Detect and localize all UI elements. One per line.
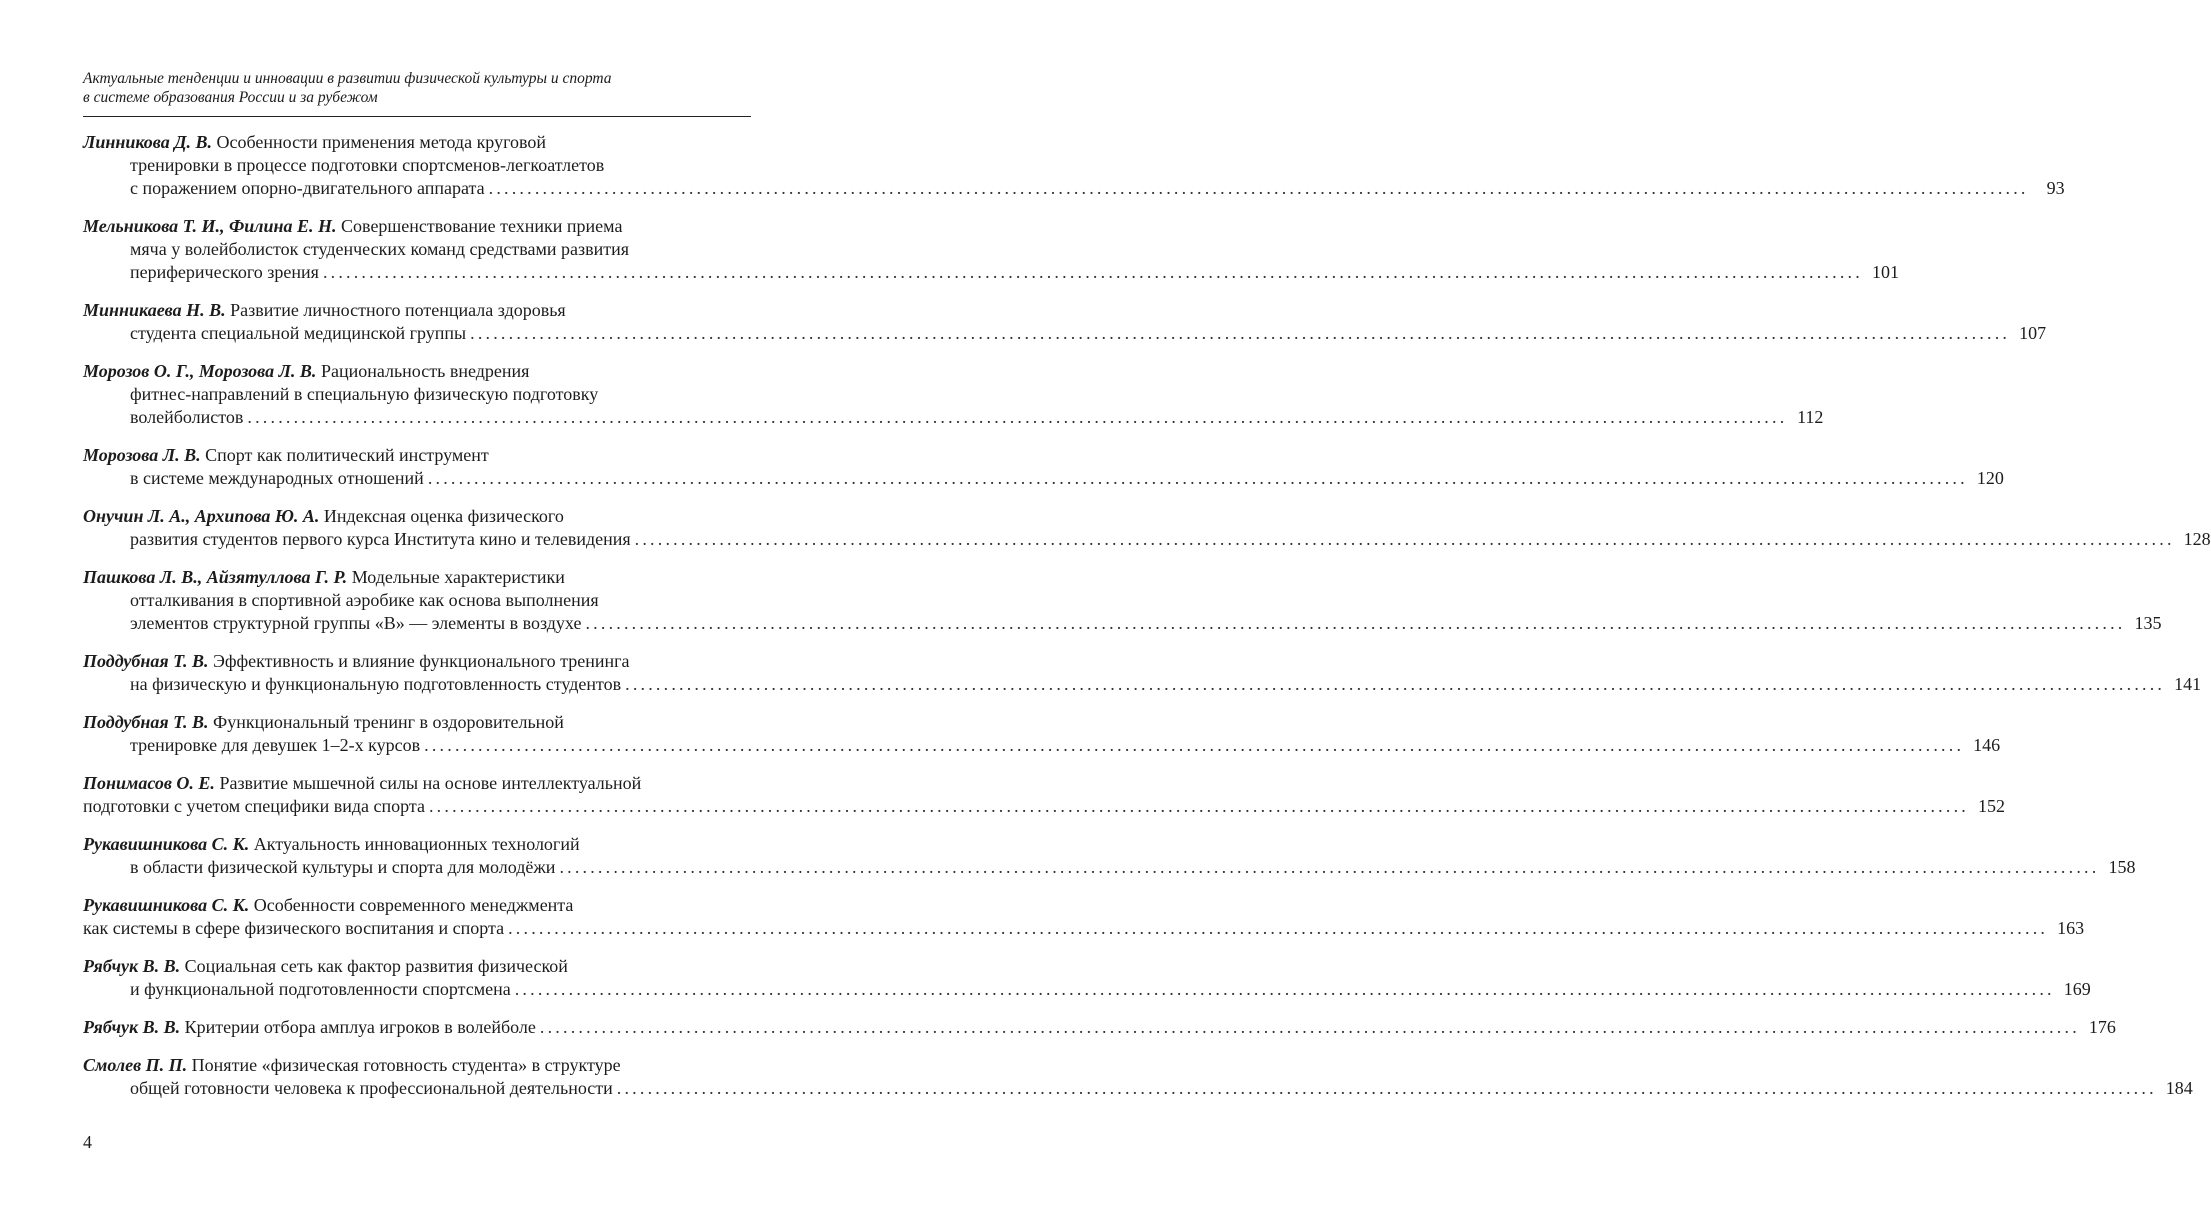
toc-entry-author: Морозов О. Г., Морозова Л. В. (83, 361, 317, 381)
toc-entry-title-line: Спорт как политический инструмент (205, 445, 489, 465)
toc-entry-title-line: общей готовности человека к профессиональной деятельности (130, 1078, 613, 1098)
toc-entry-title-line: тренировки в процессе подготовки спортсменов-легкоатлетов (130, 155, 605, 175)
toc-entry-author: Линникова Д. В. (83, 132, 213, 152)
toc-entry-title-line: Функциональный тренинг в оздоровительной (213, 712, 564, 732)
toc-entry-title-line: и функциональной подготовленности спортсмена (130, 979, 511, 999)
toc-entry-author: Морозова Л. В. (83, 445, 201, 465)
toc-entry-title-line: Индексная оценка физического (323, 506, 564, 526)
toc-entry-title-line: в области физической культуры и спорта для молодёжи (130, 857, 556, 877)
toc-entry-title-line: на физическую и функциональную подготовленность студентов (130, 674, 622, 694)
toc-entry-page: 163 (2057, 918, 2085, 938)
leader-dots: ........................................................................................................................................................................................................ (470, 323, 2011, 343)
toc-entry[interactable] (83, 1054, 2193, 1100)
toc-entry-title-line: Модельные характеристики (351, 567, 565, 587)
leader-dots: ........................................................................................................................................................................................................ (428, 796, 1969, 816)
toc-entry-title-line: Актуальность инновационных технологий (253, 834, 580, 854)
toc-entry-title-line: Социальная сеть как фактор развития физической (184, 956, 568, 976)
toc-entry-author: Рукавишникова С. К. (83, 895, 250, 915)
toc-entry-title: Критерии отбора амплуа игроков в волейболе (184, 1017, 536, 1037)
toc-entry[interactable] (83, 299, 2047, 345)
running-header (83, 69, 751, 107)
leader-dots: ........................................................................................................................................................................................................ (616, 1078, 2157, 1098)
toc-entry[interactable] (83, 566, 2162, 635)
toc-entry-author: Поддубная Т. В. (83, 651, 209, 671)
toc-entry-title-line: Совершенствование техники приема (341, 216, 623, 236)
toc-entry-page: 158 (2108, 857, 2136, 877)
toc-entry-title-line: Особенности современного менеджмента (253, 895, 574, 915)
table-of-contents (83, 131, 2211, 1115)
toc-entry-title-line: Развитие мышечной силы на основе интеллектуальной (219, 773, 642, 793)
toc-entry-author: Рябчук В. В. (83, 1017, 181, 1037)
toc-entry-title-line: Понятие «физическая готовность студента» в структуре (191, 1055, 621, 1075)
toc-entry-text (83, 1016, 536, 1039)
leader-dots: ........................................................................................................................................................................................................ (508, 918, 2049, 938)
toc-entry-title-line: периферического зрения (130, 262, 319, 282)
toc-entry-author: Минникаева Н. В. (83, 300, 226, 320)
toc-entry[interactable] (83, 833, 2136, 879)
toc-entry-title-line: мяча у волейболисток студенческих команд средствами развития (130, 239, 630, 259)
leader-dots: ........................................................................................................................................................................................................ (488, 178, 2029, 198)
toc-entry[interactable] (83, 650, 2202, 696)
toc-entry-author: Понимасов О. Е. (83, 773, 215, 793)
toc-entry-title-line: с поражением опорно-двигательного аппарата (130, 178, 485, 198)
leader-dots: ........................................................................................................................................................................................................ (514, 979, 2055, 999)
leader-dots: ........................................................................................................................................................................................................ (634, 529, 2175, 549)
toc-entry-title-line: как системы в сфере физического воспитания и спорта (83, 918, 505, 938)
toc-entry-title-line: в системе международных отношений (130, 468, 424, 488)
toc-entry[interactable] (83, 772, 2005, 818)
leader-dots: ........................................................................................................................................................................................................ (585, 613, 2126, 633)
toc-entry-title-line: фитнес-направлений в специальную физическую подготовку (130, 384, 599, 404)
leader-dots: ........................................................................................................................................................................................................ (424, 735, 1965, 755)
toc-entry-author: Онучин Л. А., Архипова Ю. А. (83, 506, 320, 526)
toc-entry[interactable] (83, 955, 2091, 1001)
toc-entry-page: 135 (2134, 613, 2162, 633)
toc-entry-title-line: Особенности применения метода круговой (216, 132, 547, 152)
toc-entry[interactable] (83, 1016, 2116, 1039)
page-number: 4 (83, 1132, 92, 1152)
leader-dots: ........................................................................................................................................................................................................ (559, 857, 2100, 877)
toc-entry-title-line: подготовки с учетом специфики вида спорта (83, 796, 425, 816)
toc-entry-author: Рукавишникова С. К. (83, 834, 250, 854)
running-header-line-2: в системе образования России и за рубежом (83, 89, 378, 106)
toc-entry[interactable] (83, 894, 2085, 940)
toc-entry[interactable] (83, 711, 2001, 757)
toc-entry-page: 112 (1797, 407, 1824, 427)
leader-dots: ........................................................................................................................................................................................................ (322, 262, 1863, 282)
toc-entry-title-line: Эффективность и влияние функционального тренинга (213, 651, 630, 671)
header-rule (83, 116, 751, 117)
toc-entry-author: Пашкова Л. В., Айзятуллова Г. Р. (83, 567, 348, 587)
toc-entry-page: 152 (1977, 796, 2005, 816)
toc-entry-page: 128 (2183, 529, 2211, 549)
toc-entry-title-line: волейболистов (130, 407, 244, 427)
toc-entry-title-line: отталкивания в спортивной аэробике как основа выполнения (130, 590, 599, 610)
toc-entry-title-line: Развитие личностного потенциала здоровья (230, 300, 566, 320)
leader-dots: ........................................................................................................................................................................................................ (539, 1017, 2080, 1037)
toc-entry[interactable] (83, 215, 1899, 284)
running-header-line-1: Актуальные тенденции и инновации в развитии физической культуры и спорта (83, 70, 612, 87)
toc-entry-author: Мельникова Т. И., Филина Е. Н. (83, 216, 337, 236)
leader-dots: ........................................................................................................................................................................................................ (625, 674, 2166, 694)
toc-entry-title-line: элементов структурной группы «В» — элементы в воздухе (130, 613, 582, 633)
toc-entry-author: Смолев П. П. (83, 1055, 188, 1075)
toc-entry[interactable] (83, 360, 1824, 429)
toc-entry-page: 101 (1871, 262, 1899, 282)
toc-entry[interactable] (83, 505, 2211, 551)
leader-dots: ........................................................................................................................................................................................................ (247, 407, 1788, 427)
toc-entry-page: 120 (1976, 468, 2004, 488)
toc-entry-page: 169 (2063, 979, 2091, 999)
toc-entry-title-line: развития студентов первого курса Института кино и телевидения (130, 529, 631, 549)
toc-entry-title-line: студента специальной медицинской группы (130, 323, 467, 343)
toc-entry-author: Рябчук В. В. (83, 956, 181, 976)
toc-entry-page: 176 (2088, 1017, 2116, 1037)
toc-entry-page: 184 (2165, 1078, 2193, 1098)
leader-dots: ........................................................................................................................................................................................................ (427, 468, 1968, 488)
toc-entry-page: 107 (2019, 323, 2047, 343)
toc-entry-page: 146 (1973, 735, 2001, 755)
toc-entry[interactable] (83, 131, 2065, 200)
toc-entry-title-line: Рациональность внедрения (320, 361, 530, 381)
toc-entry-page: 141 (2174, 674, 2202, 694)
toc-entry-title-line: тренировке для девушек 1–2-х курсов (130, 735, 421, 755)
toc-entry-author: Поддубная Т. В. (83, 712, 209, 732)
toc-entry-page: 93 (2046, 178, 2065, 198)
toc-entry[interactable] (83, 444, 2004, 490)
